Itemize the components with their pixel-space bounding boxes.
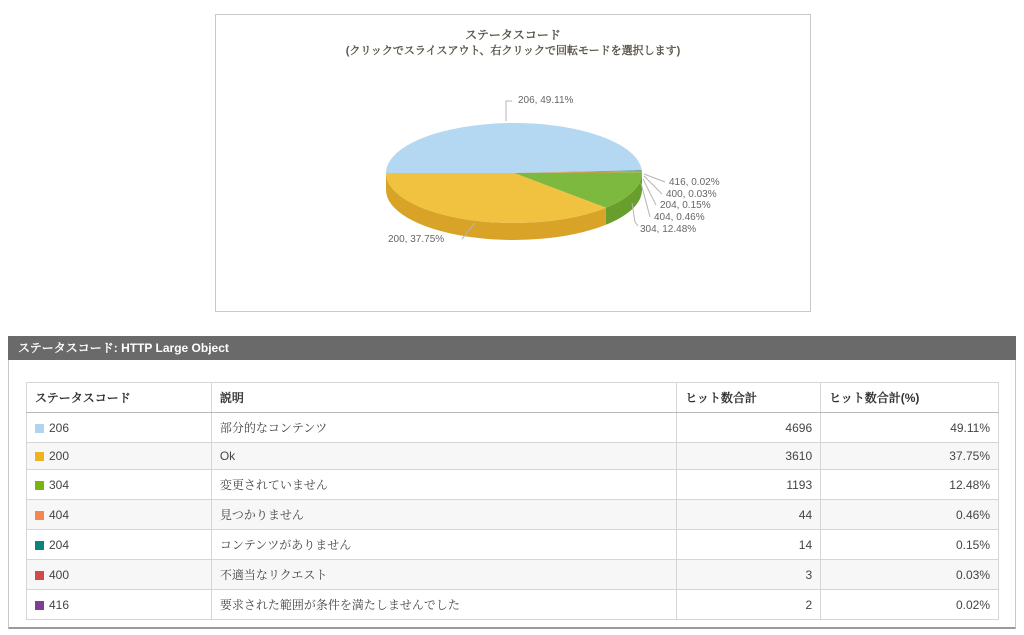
pie-chart[interactable] [216, 15, 810, 311]
column-header-0: ステータスコード [27, 383, 212, 413]
column-header-2: ヒット数合計 [677, 383, 821, 413]
status-code-table-panel [8, 360, 1016, 629]
pie-slice-label-404: 404, 0.46% [654, 212, 705, 223]
description-cell: 要求された範囲が条件を満たしませんでした [211, 590, 676, 620]
status-code-cell: 400 [27, 560, 212, 590]
color-swatch-404 [35, 511, 44, 520]
pie-slice-206[interactable] [386, 123, 642, 173]
status-code-chart-panel [215, 14, 811, 312]
table-row-404 [27, 500, 999, 530]
description-cell: 部分的なコンテンツ [211, 413, 676, 443]
hits-cell: 44 [677, 500, 821, 530]
hits-percent-cell: 12.48% [821, 470, 999, 500]
pie-slice-label-206: 206, 49.11% [518, 95, 574, 106]
status-code-cell: 304 [27, 470, 212, 500]
pie-slice-label-400: 400, 0.03% [666, 189, 717, 200]
status-code-cell: 204 [27, 530, 212, 560]
color-swatch-200 [35, 452, 44, 461]
color-swatch-400 [35, 571, 44, 580]
hits-cell: 2 [677, 590, 821, 620]
description-cell: 変更されていません [211, 470, 676, 500]
section-title: ステータスコード: HTTP Large Object [18, 341, 229, 355]
pie-slice-label-416: 416, 0.02% [669, 177, 720, 188]
hits-percent-cell: 0.02% [821, 590, 999, 620]
chart-title: ステータスコード [465, 28, 561, 42]
hits-percent-cell: 0.46% [821, 500, 999, 530]
table-row-206 [27, 413, 999, 443]
pie-slice-label-200: 200, 37.75% [388, 234, 445, 245]
hits-percent-cell: 0.15% [821, 530, 999, 560]
status-code-cell: 206 [27, 413, 212, 443]
section-header-bar [8, 336, 1016, 360]
pie-slice-label-204: 204, 0.15% [660, 200, 711, 211]
column-header-1: 説明 [211, 383, 676, 413]
table-row-200 [27, 443, 999, 470]
color-swatch-206 [35, 424, 44, 433]
description-cell: 見つかりません [211, 500, 676, 530]
hits-cell: 4696 [677, 413, 821, 443]
hits-percent-cell: 49.11% [821, 413, 999, 443]
status-code-cell: 404 [27, 500, 212, 530]
table-row-400 [27, 560, 999, 590]
pie-slice-label-304: 304, 12.48% [640, 224, 697, 235]
table-row-204 [27, 530, 999, 560]
status-code-cell: 416 [27, 590, 212, 620]
color-swatch-304 [35, 481, 44, 490]
table-row-304 [27, 470, 999, 500]
color-swatch-416 [35, 601, 44, 610]
status-code-table [26, 382, 999, 620]
status-code-cell: 200 [27, 443, 212, 470]
description-cell: 不適当なリクエスト [211, 560, 676, 590]
hits-cell: 14 [677, 530, 821, 560]
hits-cell: 3 [677, 560, 821, 590]
hits-percent-cell: 37.75% [821, 443, 999, 470]
color-swatch-204 [35, 541, 44, 550]
hits-percent-cell: 0.03% [821, 560, 999, 590]
description-cell: コンテンツがありません [211, 530, 676, 560]
column-header-3: ヒット数合計(%) [821, 383, 999, 413]
chart-subtitle: (クリックでスライスアウト、右クリックで回転モードを選択します) [345, 45, 681, 57]
table-row-416 [27, 590, 999, 620]
description-cell: Ok [211, 443, 676, 470]
hits-cell: 1193 [677, 470, 821, 500]
hits-cell: 3610 [677, 443, 821, 470]
